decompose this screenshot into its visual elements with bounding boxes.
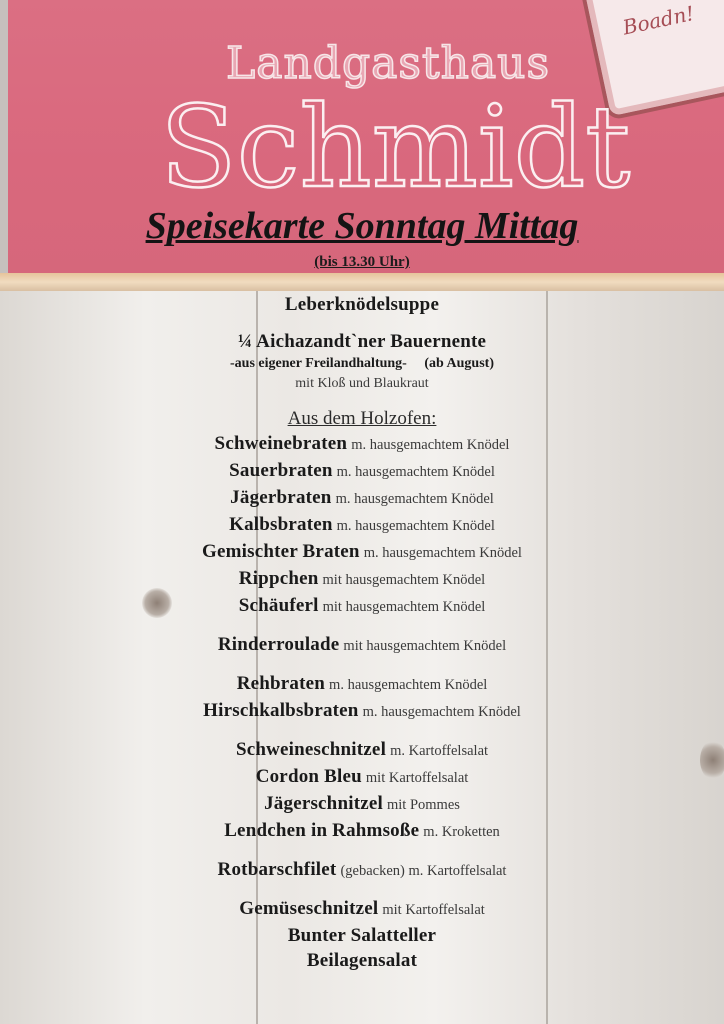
dish-side: m. Kartoffelsalat [390, 743, 489, 759]
menu-item [0, 671, 724, 698]
menu-item [0, 791, 724, 818]
menu-item [0, 764, 724, 791]
menu-item [0, 632, 724, 659]
dish-name: Jägerschnitzel [264, 793, 383, 814]
dish-name: Schweinebraten [214, 433, 348, 454]
dish-name: Rippchen [238, 568, 319, 589]
dish-name: Hirschkalbsbraten [203, 700, 359, 721]
dish-name: Rotbarschfilet [217, 859, 337, 880]
duck-note [0, 354, 724, 374]
duck-side: mit Kloß und Blaukraut [295, 376, 429, 391]
badge-text: Boadn! [620, 0, 697, 40]
menu-item [0, 539, 724, 566]
menu-list [0, 292, 724, 973]
duck-note-left: -aus eigener Freilandhaltung- [230, 356, 407, 371]
dish-name: Schweineschnitzel [235, 739, 387, 760]
dish-side: mit hausgemachtem Knödel [322, 599, 486, 615]
dish-side: mit Pommes [386, 797, 460, 813]
menu-item [0, 512, 724, 539]
menu-item [0, 857, 724, 884]
menu-item [0, 896, 724, 923]
dish-name: Schäuferl [238, 595, 319, 616]
dish-side: m. hausgemachtem Knödel [336, 464, 495, 480]
menu-item [0, 818, 724, 845]
salad-item: Bunter Salatteller [287, 925, 437, 946]
dish-side: mit Kartoffelsalat [382, 902, 485, 918]
dish-side: m. hausgemachtem Knödel [336, 518, 495, 534]
dish-side: m. hausgemachtem Knödel [329, 677, 488, 693]
menu-item [0, 431, 724, 458]
dish-name: Jägerbraten [230, 487, 332, 508]
dish-side: mit hausgemachtem Knödel [322, 572, 486, 588]
dish-name: Gemischter Braten [202, 541, 360, 562]
menu-item [0, 737, 724, 764]
brand-line-1: Landgasthaus [226, 38, 551, 89]
menu-item [0, 485, 724, 512]
dish-name: Sauerbraten [229, 460, 333, 481]
menu-title: Speisekarte Sonntag Mittag [145, 205, 579, 247]
duck-item: ¼ Aichazandt`ner Bauernente [237, 331, 487, 352]
dish-side: m. hausgemachtem Knödel [363, 545, 522, 561]
salad-item: Beilagensalat [306, 950, 418, 971]
dish-side: m. Kroketten [423, 824, 500, 840]
dish-name: Rinderroulade [217, 634, 340, 655]
dish-name: Rehbraten [236, 673, 326, 694]
menu-item [0, 593, 724, 620]
oven-heading: Aus dem Holzofen: [287, 408, 437, 429]
dish-name: Gemüseschnitzel [239, 898, 379, 919]
soup-item: Leberknödelsuppe [284, 294, 440, 315]
menu-item [0, 458, 724, 485]
dish-side: m. hausgemachtem Knödel [335, 491, 494, 507]
dish-side: mit hausgemachtem Knödel [343, 638, 507, 654]
menu-subtitle: (bis 13.30 Uhr) [314, 254, 410, 270]
menu-item [0, 698, 724, 725]
dish-name: Cordon Bleu [255, 766, 362, 787]
dish-name: Lendchen in Rahmsoße [224, 820, 420, 841]
dish-name: Kalbsbraten [229, 514, 333, 535]
menu-item [0, 566, 724, 593]
dish-side: (gebacken) m. Kartoffelsalat [340, 863, 507, 879]
dish-side: m. hausgemachtem Knödel [351, 437, 510, 453]
dish-side: m. hausgemachtem Knödel [362, 704, 521, 720]
gold-band [0, 273, 724, 291]
dish-side: mit Kartoffelsalat [365, 770, 469, 786]
duck-note-right: (ab August) [424, 356, 494, 371]
brand-line-2: Schmidt [160, 83, 631, 213]
